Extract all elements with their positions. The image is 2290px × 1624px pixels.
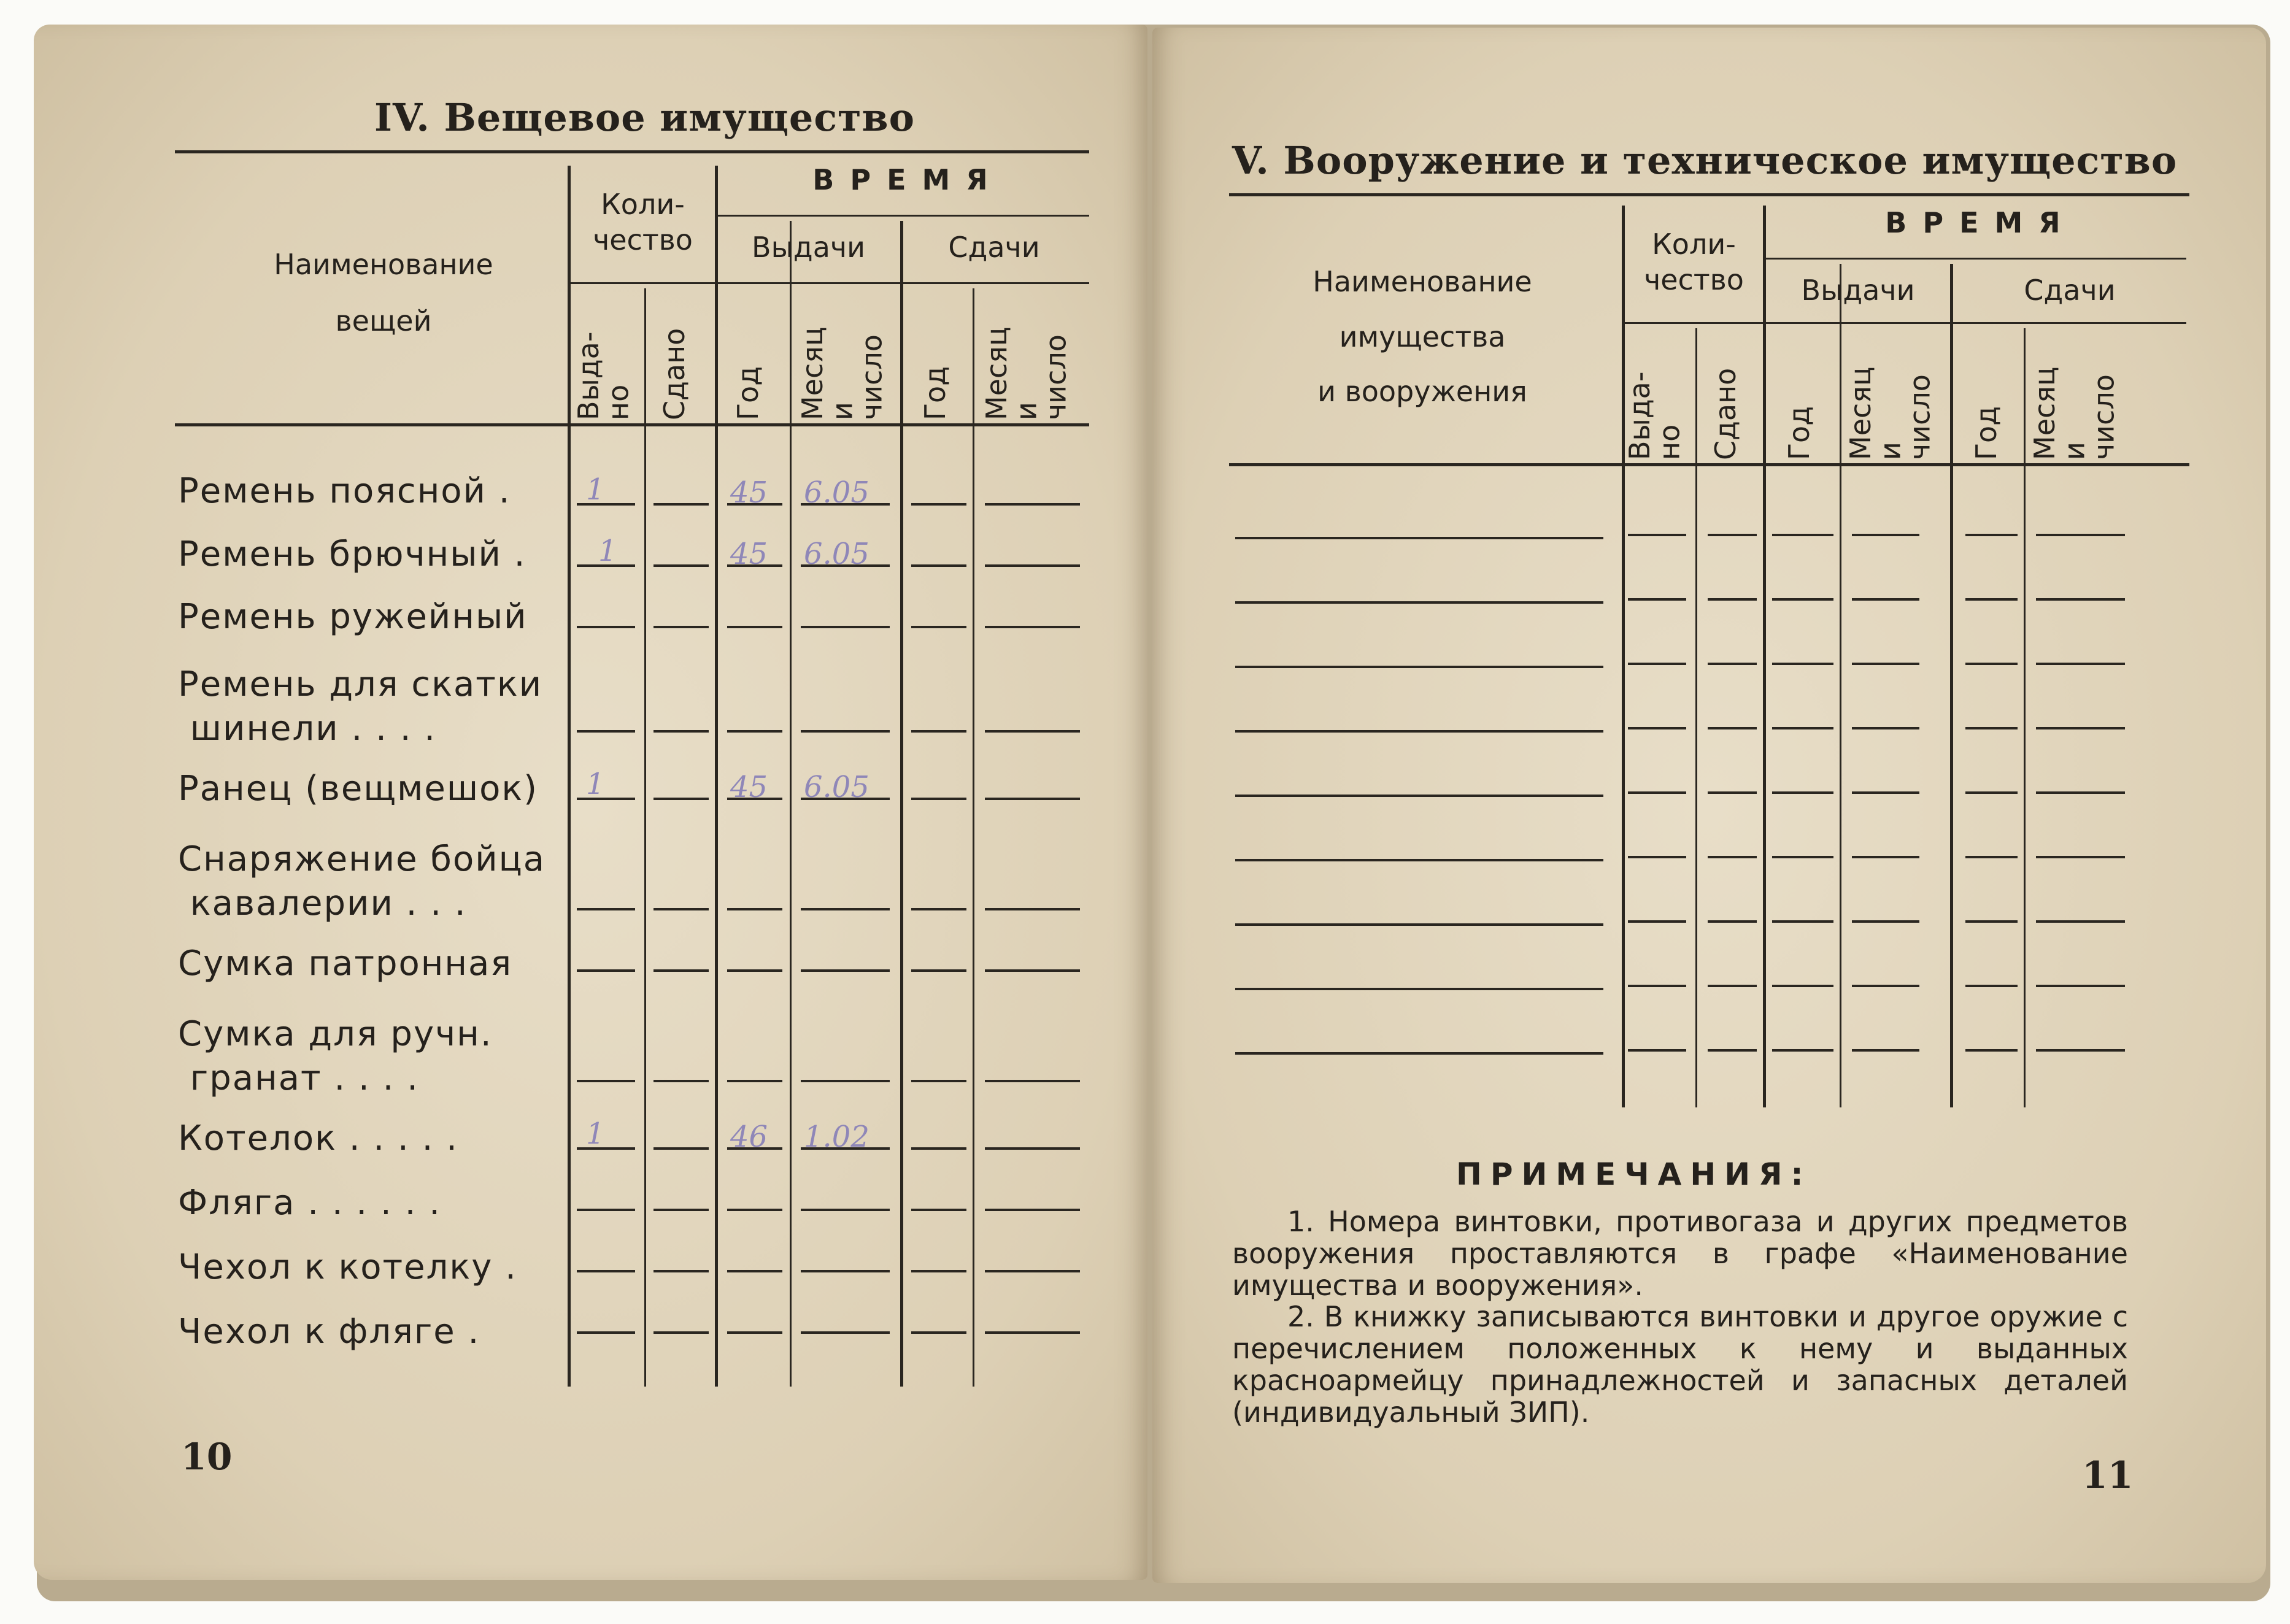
blank-entry-line <box>2036 534 2125 536</box>
blank-entry-line <box>1852 1049 1919 1052</box>
handwritten-qty: 1 <box>586 767 605 801</box>
list-item: Ранец (вещмешок) <box>178 769 538 809</box>
list-item: Фляга . . . . . . <box>178 1183 442 1223</box>
handwritten-date: 6.05 <box>804 475 869 510</box>
blank-entry-line <box>1772 1049 1833 1052</box>
col-issued-header: Выда- но <box>572 331 635 420</box>
blank-entry-line <box>727 969 782 972</box>
blank-entry-line <box>1708 598 1757 601</box>
header-bottom-rule <box>1229 463 2189 466</box>
table-divider <box>900 221 903 1387</box>
title-rule <box>1229 193 2189 196</box>
left-page <box>34 25 1147 1580</box>
blank-entry-line <box>1628 598 1686 601</box>
table-divider <box>973 288 974 1387</box>
blank-entry-line <box>985 1270 1080 1272</box>
blank-entry-line <box>985 626 1080 628</box>
blank-entry-line <box>801 730 890 733</box>
blank-entry-line <box>577 1270 635 1272</box>
col-returned-header: Сдано <box>658 328 691 420</box>
table-divider <box>568 166 571 1387</box>
table-divider <box>1695 328 1697 1107</box>
blank-entry-line <box>911 1209 966 1211</box>
blank-entry-line <box>727 1270 782 1272</box>
handwritten-qty: 1 <box>586 1117 605 1151</box>
blank-entry-line <box>1965 791 2018 794</box>
blank-entry-line <box>2036 1049 2125 1052</box>
blank-name-line <box>1235 988 1603 990</box>
blank-entry-line <box>1628 920 1686 923</box>
right-page <box>1152 28 2266 1583</box>
blank-entry-line <box>1628 663 1686 665</box>
blank-entry-line <box>1772 856 1833 858</box>
note-2: 2. В книжку записываются винтовки и другое оружие с перечислением положенных к нему и выданных красноармейцу принадлежностей и запасных деталей (индивидуальный ЗИП). <box>1232 1300 2128 1429</box>
header-rule <box>568 282 1089 284</box>
blank-entry-line <box>1965 727 2018 729</box>
list-item: Ремень для скатки шинели . . . . <box>178 664 543 749</box>
list-item: Ремень поясной . <box>178 471 511 511</box>
blank-entry-line <box>911 626 966 628</box>
blank-entry-line <box>801 908 890 910</box>
col-qty-header: Коли- чество <box>593 188 693 256</box>
blank-entry-line <box>985 564 1080 567</box>
col-month-day-header: Месяц и число <box>2028 366 2121 460</box>
table-divider <box>1840 264 1841 1107</box>
blank-entry-line <box>727 626 782 628</box>
blank-entry-line <box>577 908 635 910</box>
table-divider <box>644 288 646 1387</box>
col-issue-header: Выдачи <box>752 231 865 264</box>
blank-entry-line <box>1965 663 2018 665</box>
blank-entry-line <box>911 1270 966 1272</box>
blank-entry-line <box>1965 1049 2018 1052</box>
blank-entry-line <box>1772 920 1833 923</box>
blank-entry-line <box>1708 727 1757 729</box>
col-year-header: Год <box>1783 406 1816 460</box>
blank-entry-line <box>1708 663 1757 665</box>
blank-entry-line <box>1628 856 1686 858</box>
col-qty-header: Коли- чество <box>1644 228 1744 296</box>
blank-entry-line <box>2036 727 2125 729</box>
blank-entry-line <box>1965 598 2018 601</box>
table-divider <box>715 166 718 1387</box>
blank-entry-line <box>1852 727 1919 729</box>
blank-entry-line <box>1772 985 1833 987</box>
blank-entry-line <box>985 798 1080 800</box>
blank-entry-line <box>1708 985 1757 987</box>
list-item: Ремень брючный . <box>178 534 526 574</box>
blank-entry-line <box>985 1209 1080 1211</box>
blank-name-line <box>1235 859 1603 861</box>
blank-entry-line <box>911 1147 966 1150</box>
handwritten-date: 6.05 <box>804 770 869 804</box>
blank-entry-line <box>653 1270 709 1272</box>
blank-entry-line <box>653 969 709 972</box>
blank-entry-line <box>653 1209 709 1211</box>
col-year-header: Год <box>919 366 952 420</box>
blank-entry-line <box>1965 534 2018 536</box>
blank-entry-line <box>985 730 1080 733</box>
col-year-header: Год <box>1970 406 2003 460</box>
blank-entry-line <box>653 626 709 628</box>
blank-name-line <box>1235 537 1603 539</box>
blank-entry-line <box>577 1209 635 1211</box>
blank-entry-line <box>577 969 635 972</box>
table-divider <box>1950 264 1953 1107</box>
blank-entry-line <box>653 1331 709 1334</box>
list-item: Снаряжение бойца кавалерии . . . <box>178 839 546 923</box>
note-1: 1. Номера винтовки, противогаза и других предметов вооружения проставляются в графе «Наименование имущества и вооружения». <box>1232 1205 2128 1302</box>
blank-entry-line <box>2036 791 2125 794</box>
left-page-title: IV. Вещевое имущество <box>374 95 915 140</box>
blank-name-line <box>1235 795 1603 797</box>
blank-entry-line <box>1628 727 1686 729</box>
blank-entry-line <box>1852 856 1919 858</box>
handwritten-qty: 1 <box>586 472 605 507</box>
blank-entry-line <box>1965 985 2018 987</box>
blank-entry-line <box>911 1331 966 1334</box>
handwritten-date: 6.05 <box>804 537 869 571</box>
blank-name-line <box>1235 1052 1603 1055</box>
blank-entry-line <box>1772 727 1833 729</box>
col-issue-header: Выдачи <box>1801 274 1915 307</box>
handwritten-year: 46 <box>730 1120 768 1154</box>
blank-entry-line <box>2036 985 2125 987</box>
blank-entry-line <box>1965 920 2018 923</box>
col-returned-header: Сдано <box>1709 368 1742 460</box>
col-name-header: Наименование имущества и вооружения <box>1313 265 1532 409</box>
handwritten-year: 45 <box>730 537 768 571</box>
blank-entry-line <box>1852 791 1919 794</box>
blank-entry-line <box>1772 791 1833 794</box>
col-return-header: Сдачи <box>948 231 1040 264</box>
blank-name-line <box>1235 601 1603 604</box>
notes-title: ПРИМЕЧАНИЯ: <box>1456 1156 1812 1192</box>
blank-entry-line <box>727 1209 782 1211</box>
table-divider <box>1763 206 1766 1107</box>
blank-entry-line <box>911 564 966 567</box>
table-divider <box>790 221 792 1387</box>
blank-entry-line <box>1852 663 1919 665</box>
blank-entry-line <box>911 969 966 972</box>
blank-entry-line <box>985 503 1080 506</box>
blank-entry-line <box>1965 856 2018 858</box>
blank-entry-line <box>653 730 709 733</box>
blank-entry-line <box>653 798 709 800</box>
blank-entry-line <box>911 1080 966 1082</box>
blank-entry-line <box>653 1147 709 1150</box>
blank-entry-line <box>801 1270 890 1272</box>
blank-entry-line <box>727 730 782 733</box>
title-rule <box>175 150 1089 153</box>
blank-entry-line <box>653 564 709 567</box>
header-rule <box>1622 322 2186 324</box>
col-return-header: Сдачи <box>2024 274 2116 307</box>
blank-entry-line <box>1852 598 1919 601</box>
blank-entry-line <box>985 969 1080 972</box>
blank-entry-line <box>985 1080 1080 1082</box>
col-issued-header: Выда- но <box>1623 371 1686 460</box>
blank-entry-line <box>1772 534 1833 536</box>
header-rule <box>1763 258 2186 260</box>
handwritten-year: 45 <box>730 475 768 510</box>
blank-entry-line <box>1708 534 1757 536</box>
blank-entry-line <box>911 503 966 506</box>
blank-entry-line <box>985 1147 1080 1150</box>
handwritten-date: 1.02 <box>804 1120 869 1154</box>
blank-entry-line <box>577 730 635 733</box>
blank-entry-line <box>2036 598 2125 601</box>
blank-entry-line <box>1708 856 1757 858</box>
blank-entry-line <box>1708 1049 1757 1052</box>
blank-entry-line <box>1772 598 1833 601</box>
col-time-header: ВРЕМЯ <box>1885 206 2076 239</box>
blank-entry-line <box>2036 856 2125 858</box>
blank-entry-line <box>577 1331 635 1334</box>
header-rule <box>715 215 1089 217</box>
blank-entry-line <box>653 1080 709 1082</box>
blank-entry-line <box>1852 920 1919 923</box>
col-month-day-header: Месяц и число <box>980 326 1073 420</box>
col-month-day-header: Месяц и число <box>1844 366 1937 460</box>
blank-entry-line <box>911 908 966 910</box>
page-number: 11 <box>2082 1454 2134 1497</box>
blank-entry-line <box>727 1080 782 1082</box>
list-item: Чехол к котелку . <box>178 1247 517 1287</box>
list-item: Котелок . . . . . <box>178 1118 458 1158</box>
blank-entry-line <box>911 730 966 733</box>
blank-entry-line <box>801 969 890 972</box>
blank-entry-line <box>577 626 635 628</box>
col-year-header: Год <box>731 366 765 420</box>
list-item: Чехол к фляге . <box>178 1312 480 1352</box>
page-number: 10 <box>181 1436 233 1479</box>
table-divider <box>2024 328 2026 1107</box>
blank-entry-line <box>1628 985 1686 987</box>
blank-entry-line <box>1852 985 1919 987</box>
list-item: Ремень ружейный <box>178 597 528 637</box>
blank-entry-line <box>801 1209 890 1211</box>
list-item: Сумка для ручн. гранат . . . . <box>178 1014 493 1098</box>
col-month-day-header: Месяц и число <box>796 326 889 420</box>
blank-entry-line <box>1852 534 1919 536</box>
blank-entry-line <box>1628 534 1686 536</box>
blank-entry-line <box>985 908 1080 910</box>
blank-entry-line <box>1708 920 1757 923</box>
blank-entry-line <box>727 908 782 910</box>
blank-entry-line <box>801 1331 890 1334</box>
blank-entry-line <box>985 1331 1080 1334</box>
blank-entry-line <box>911 798 966 800</box>
blank-entry-line <box>1628 1049 1686 1052</box>
blank-entry-line <box>577 1080 635 1082</box>
blank-entry-line <box>653 908 709 910</box>
col-time-header: ВРЕМЯ <box>812 163 1004 196</box>
blank-entry-line <box>801 1080 890 1082</box>
col-name-header: Наименование вещей <box>274 248 493 337</box>
list-item: Сумка патронная <box>178 944 513 983</box>
blank-entry-line <box>1628 791 1686 794</box>
blank-entry-line <box>2036 663 2125 665</box>
blank-entry-line <box>2036 920 2125 923</box>
blank-entry-line <box>1708 791 1757 794</box>
right-page-title: V. Вооружение и техническое имущество <box>1232 138 2178 183</box>
blank-name-line <box>1235 730 1603 733</box>
blank-name-line <box>1235 923 1603 926</box>
blank-entry-line <box>653 503 709 506</box>
blank-entry-line <box>801 626 890 628</box>
blank-entry-line <box>727 1331 782 1334</box>
blank-entry-line <box>1772 663 1833 665</box>
handwritten-qty: 1 <box>598 534 617 568</box>
handwritten-year: 45 <box>730 770 768 804</box>
blank-name-line <box>1235 666 1603 668</box>
header-bottom-rule <box>175 423 1089 426</box>
